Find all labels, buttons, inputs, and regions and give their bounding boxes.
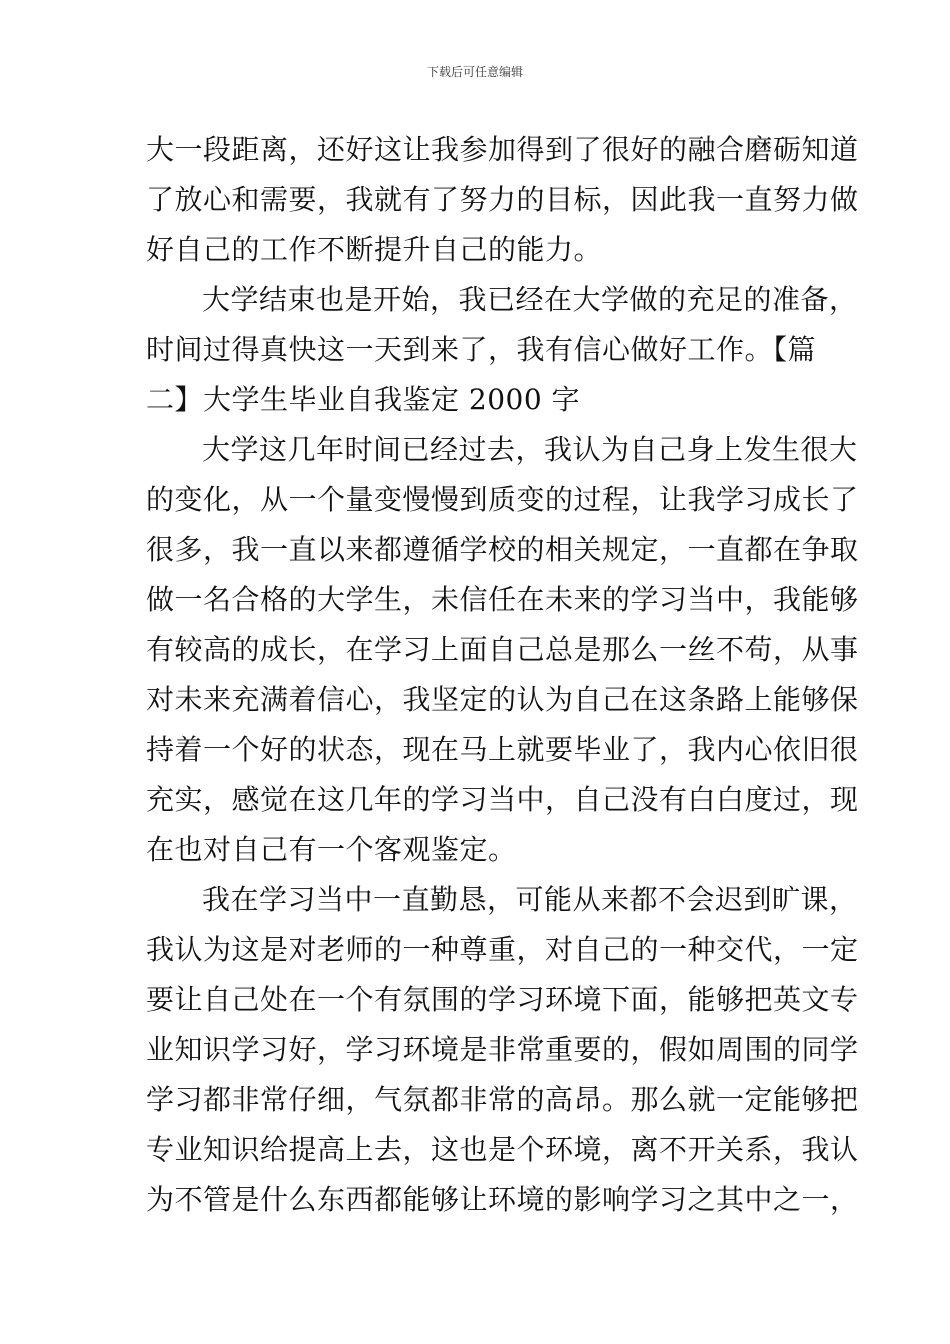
text-line: 为不管是什么东西都能够让环境的影响学习之其中之一， xyxy=(146,1183,859,1216)
text-line: 学习都非常仔细，气氛都非常的高昂。那么就一定能够把 xyxy=(146,1083,859,1116)
text-line: 大学结束也是开始，我已经在大学做的充足的准备， xyxy=(202,283,858,316)
text-line: 很多，我一直以来都遵循学校的相关规定，一直都在争取 xyxy=(146,533,859,566)
text-line: 要让自己处在一个有氛围的学习环境下面，能够把英文专 xyxy=(146,983,859,1016)
text-line: 充实，感觉在这几年的学习当中，自己没有白白度过，现 xyxy=(146,783,859,816)
text-line: 大一段距离，还好这让我参加得到了很好的融合磨砺知道 xyxy=(146,133,859,166)
text-line: 了放心和需要，我就有了努力的目标，因此我一直努力做 xyxy=(146,183,859,216)
text-line: 好自己的工作不断提升自己的能力。 xyxy=(146,233,603,266)
text-line: 的变化，从一个量变慢慢到质变的过程，让我学习成长了 xyxy=(146,483,859,516)
text-line: 对未来充满着信心，我坚定的认为自己在这条路上能够保 xyxy=(146,683,859,716)
text-line: 专业知识给提高上去，这也是个环境，离不开关系，我认 xyxy=(146,1133,859,1166)
text-line: 持着一个好的状态，现在马上就要毕业了，我内心依旧很 xyxy=(146,733,859,766)
text-line: 在也对自己有一个客观鉴定。 xyxy=(146,833,517,866)
text-line: 业知识学习好，学习环境是非常重要的，假如周围的同学 xyxy=(146,1033,859,1066)
text-line: 时间过得真快这一天到来了，我有信心做好工作。【篇 xyxy=(146,333,817,366)
text-line: 二】大学生毕业自我鉴定 2000 字 xyxy=(146,383,581,416)
text-line: 我认为这是对老师的一种尊重，对自己的一种交代，一定 xyxy=(146,933,859,966)
text-line: 大学这几年时间已经过去，我认为自己身上发生很大 xyxy=(202,433,858,466)
text-line: 有较高的成长，在学习上面自己总是那么一丝不苟，从事 xyxy=(146,633,859,666)
page-header: 下载后可任意编辑 xyxy=(426,65,523,79)
text-line: 我在学习当中一直勤恳，可能从来都不会迟到旷课， xyxy=(202,883,858,916)
text-line: 做一名合格的大学生，未信任在未来的学习当中，我能够 xyxy=(146,583,859,616)
